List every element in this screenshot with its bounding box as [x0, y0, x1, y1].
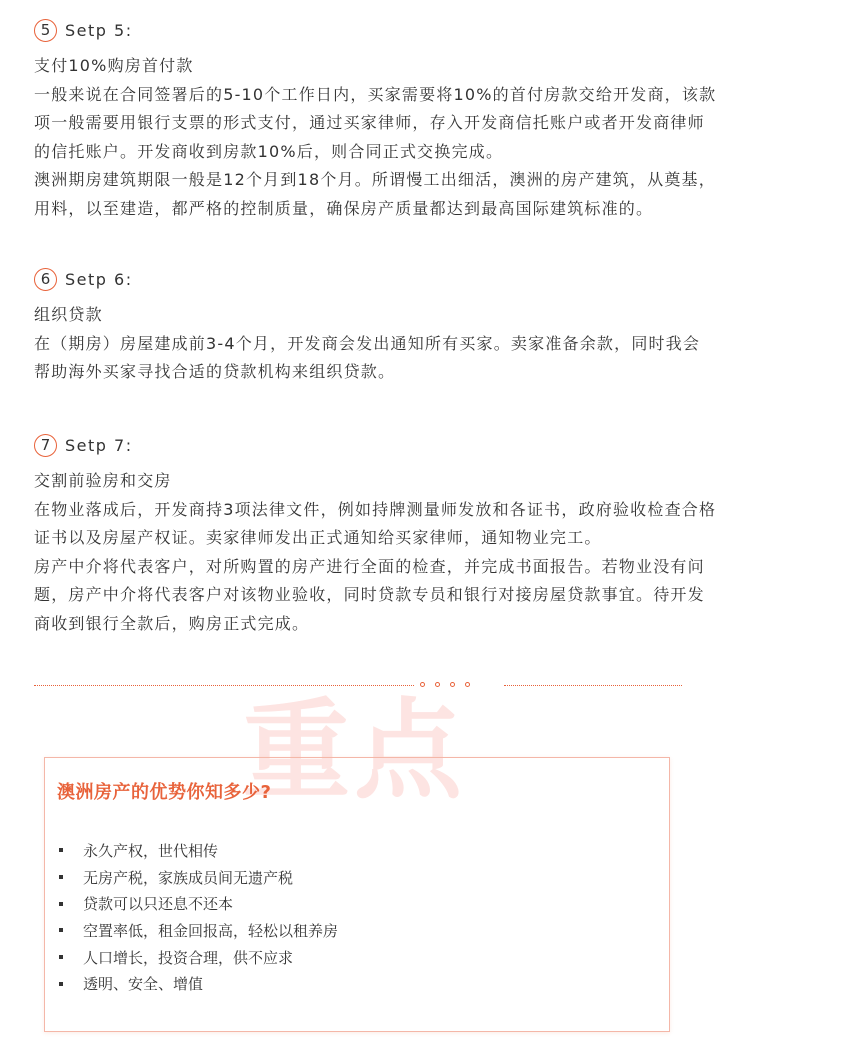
list-item-text: 贷款可以只还息不还本: [83, 895, 234, 914]
advantages-list: [57, 837, 338, 997]
divider-dotted-line-left: [34, 685, 414, 686]
step-text-line: 帮助海外买家寻找合适的贷款机构来组织贷款。: [34, 362, 396, 381]
list-item: [57, 864, 338, 891]
square-bullet-icon: [59, 848, 63, 852]
watermark-text: 重点: [242, 689, 467, 814]
square-bullet-icon: [59, 928, 63, 932]
divider-circle-ornament: [415, 682, 475, 687]
step-text-line: 在物业落成后，开发商持3项法律文件，例如持牌测量师发放和各证书，政府验收检查合格: [34, 499, 717, 519]
step-text-line: 项一般需要用银行支票的形式支付，通过买家律师，存入开发商信托账户或者开发商律师: [34, 113, 705, 132]
dotted-divider: [34, 684, 682, 688]
step-7-body: [34, 467, 849, 638]
list-item-text: 透明、安全、增值: [83, 975, 204, 994]
step-text-line: 支付10%购房首付款: [34, 56, 194, 75]
step-5-body: [34, 52, 849, 223]
step-text-line: 一般来说在合同签署后的5-10个工作日内，买家需要将10%的首付房款交给开发商，该款: [34, 84, 717, 104]
step-text-line: 用料，以至建造，都严格的控制质量，确保房产质量都达到最高国际建筑标准的。: [34, 198, 654, 218]
divider-circle-icon: [435, 682, 440, 687]
step-text-line: 组织贷款: [34, 305, 103, 324]
step-7-section: [34, 432, 849, 638]
list-item: [57, 944, 338, 971]
step-7-header: [34, 432, 849, 458]
highlight-box: [44, 757, 670, 1032]
step-title: Setp 6:: [65, 269, 133, 289]
list-item-text: 人口增长，投资合理，供不应求: [83, 948, 294, 967]
step-text-line: 在（期房）房屋建成前3-4个月，开发商会发出通知所有买家。卖家准备余款，同时我会: [34, 333, 701, 353]
square-bullet-icon: [59, 982, 63, 986]
step-6-body: [34, 301, 849, 387]
step-6-header: [34, 266, 849, 292]
step-title: Setp 7:: [65, 435, 133, 455]
divider-circle-icon: [420, 682, 425, 687]
step-text-line: 商收到银行全款后，购房正式完成。: [34, 613, 310, 633]
list-item-text: 永久产权，世代相传: [83, 841, 219, 860]
step-text-line: 题，房产中介将代表客户对该物业验收，同时贷款专员和银行对接房屋贷款事宜。待开发: [34, 585, 705, 604]
highlight-box-title: 澳洲房产的优势你知多少?: [57, 782, 272, 803]
step-text-line: 房产中介将代表客户，对所购置的房产进行全面的检查，并完成书面报告。若物业没有问: [34, 556, 705, 576]
step-title: Setp 5:: [65, 20, 133, 40]
list-item: [57, 837, 338, 864]
square-bullet-icon: [59, 955, 63, 959]
step-number-badge: 5: [34, 19, 57, 42]
step-text-line: 证书以及房屋产权证。卖家律师发出正式通知给买家律师，通知物业完工。: [34, 528, 602, 547]
square-bullet-icon: [59, 902, 63, 906]
step-text-line: 的信托账户。开发商收到房款10%后，则合同正式交换完成。: [34, 141, 504, 161]
step-number-badge: 6: [34, 268, 57, 291]
list-item: [57, 970, 338, 997]
list-item-text: 空置率低，租金回报高，轻松以租养房: [83, 921, 339, 940]
step-number-badge: 7: [34, 434, 57, 457]
step-text-line: 澳洲期房建筑期限一般是12个月到18个月。所谓慢工出细活，澳洲的房产建筑，从奠基，: [34, 170, 716, 189]
step-5-section: [34, 17, 849, 223]
divider-dotted-line-right: [504, 685, 682, 686]
list-item: [57, 890, 338, 917]
list-item-text: 无房产税，家族成员间无遗产税: [83, 868, 294, 887]
divider-circle-icon: [465, 682, 470, 687]
square-bullet-icon: [59, 875, 63, 879]
divider-circle-icon: [450, 682, 455, 687]
step-6-section: [34, 266, 849, 387]
list-item: [57, 917, 338, 944]
step-text-line: 交割前验房和交房: [34, 471, 172, 490]
step-5-header: [34, 17, 849, 43]
